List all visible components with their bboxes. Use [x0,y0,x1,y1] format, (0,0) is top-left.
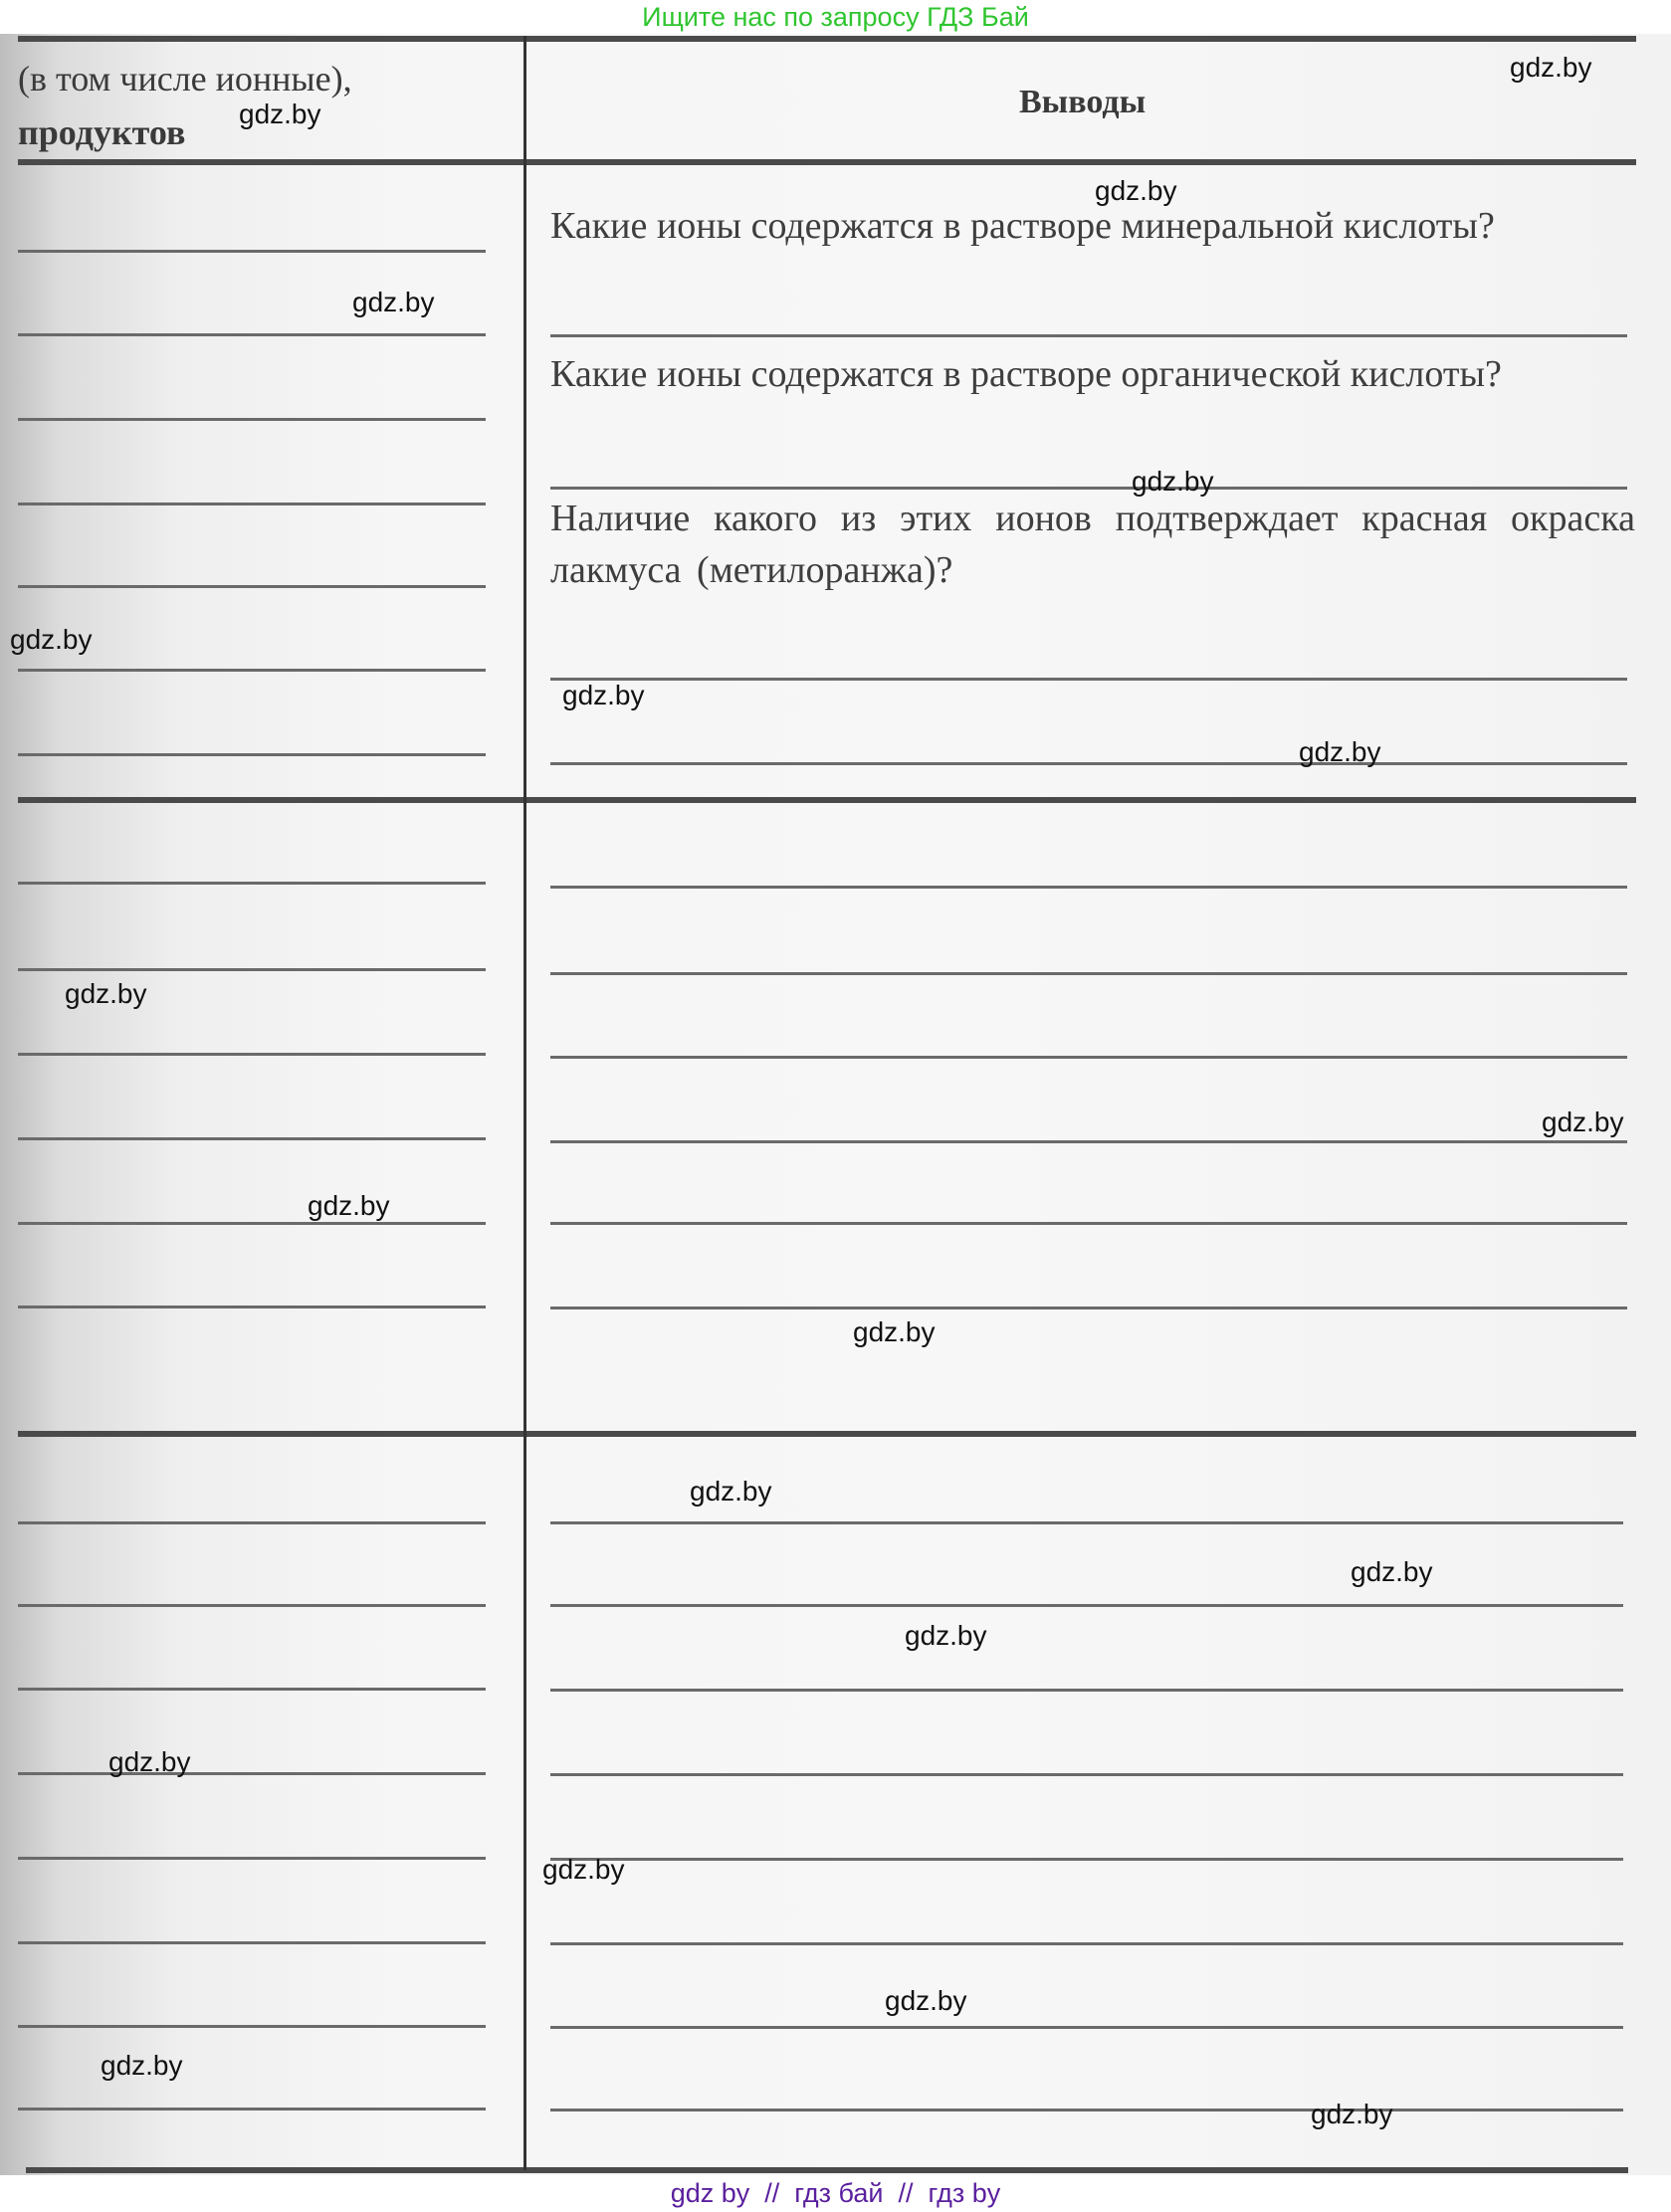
answer-line[interactable] [18,1137,486,1140]
watermark: gdz.by [10,624,93,655]
answer-line[interactable] [18,1222,486,1225]
answer-line[interactable] [18,503,486,505]
answer-line[interactable] [550,487,1627,490]
answer-line[interactable] [18,1306,486,1308]
watermark: gdz.by [562,680,645,710]
answer-line[interactable] [550,2109,1623,2111]
left-header-line2: продуктов [18,112,186,152]
watermark: gdz.by [690,1476,772,1507]
answer-line[interactable] [18,753,486,756]
right-column-header: Выводы [1019,84,1147,120]
promo-banner [0,0,1671,34]
watermark: gdz.by [352,287,435,317]
answer-line[interactable] [18,418,486,421]
watermark: gdz.by [1510,52,1592,83]
watermark: gdz.by [239,99,321,129]
answer-line[interactable] [18,968,486,971]
watermark: gdz.by [1095,175,1177,206]
answer-line[interactable] [550,1307,1627,1309]
answer-line[interactable] [550,1604,1623,1607]
watermark: gdz.by [1299,736,1381,767]
question-mineral-acid-ions: Какие ионы содержатся в растворе минеральной кислоты? [550,205,1495,247]
watermark: gdz.by [885,1985,967,2016]
watermark: gdz.by [905,1620,987,1651]
answer-line[interactable] [550,762,1627,765]
question-organic-acid-ions: Какие ионы содержатся в растворе органической кислоты? [550,353,1502,395]
section-divider-2 [18,1431,1636,1437]
answer-line[interactable] [550,972,1627,975]
watermark: gdz.by [1351,1556,1433,1587]
answer-line[interactable] [550,1521,1623,1524]
answer-line[interactable] [18,1053,486,1056]
section-divider-1 [18,797,1636,803]
column-divider [523,36,526,2170]
table-bottom-border [26,2167,1628,2173]
answer-line[interactable] [18,333,486,336]
answer-line[interactable] [18,1857,486,1860]
watermark: gdz.by [65,978,147,1009]
answer-line[interactable] [18,2108,486,2111]
answer-line[interactable] [18,1604,486,1607]
question-litmus-color: Наличие какого из этих ионов подтверждает красная окраска лакмуса (метилоранжа)? [550,498,1635,591]
watermark: gdz.by [1132,466,1214,497]
answer-line[interactable] [18,1941,486,1944]
answer-line[interactable] [18,669,486,672]
answer-line[interactable] [550,1689,1623,1692]
footer-banner [0,2175,1671,2212]
answer-line[interactable] [550,1140,1627,1143]
answer-line[interactable] [550,886,1627,889]
answer-line[interactable] [18,585,486,588]
watermark: gdz.by [542,1854,625,1885]
answer-line[interactable] [18,882,486,885]
answer-line[interactable] [550,334,1627,337]
answer-line[interactable] [550,678,1627,681]
left-header-line1: (в том числе ионные), [18,59,352,99]
answer-line[interactable] [550,1858,1623,1861]
watermark: gdz.by [1542,1106,1624,1137]
answer-line[interactable] [550,1056,1627,1059]
answer-line[interactable] [550,2026,1623,2029]
table-top-border [18,36,1636,42]
answer-line[interactable] [18,1521,486,1524]
watermark: gdz.by [1311,2099,1393,2129]
watermark: gdz.by [108,1746,191,1777]
footer-links[interactable]: gdz by // гдз бай // гдз by [670,2178,1001,2208]
answer-line[interactable] [550,1773,1623,1776]
answer-line[interactable] [18,1772,486,1775]
banner-text[interactable]: Ищите нас по запросу ГДЗ Бай [642,2,1029,32]
answer-line[interactable] [18,250,486,253]
answer-line[interactable] [550,1222,1627,1225]
watermark: gdz.by [853,1316,936,1347]
answer-line[interactable] [18,2025,486,2028]
answer-line[interactable] [18,1688,486,1691]
watermark: gdz.by [101,2050,183,2081]
watermark: gdz.by [308,1190,390,1221]
answer-line[interactable] [550,1942,1623,1945]
header-bottom-border [18,159,1636,165]
